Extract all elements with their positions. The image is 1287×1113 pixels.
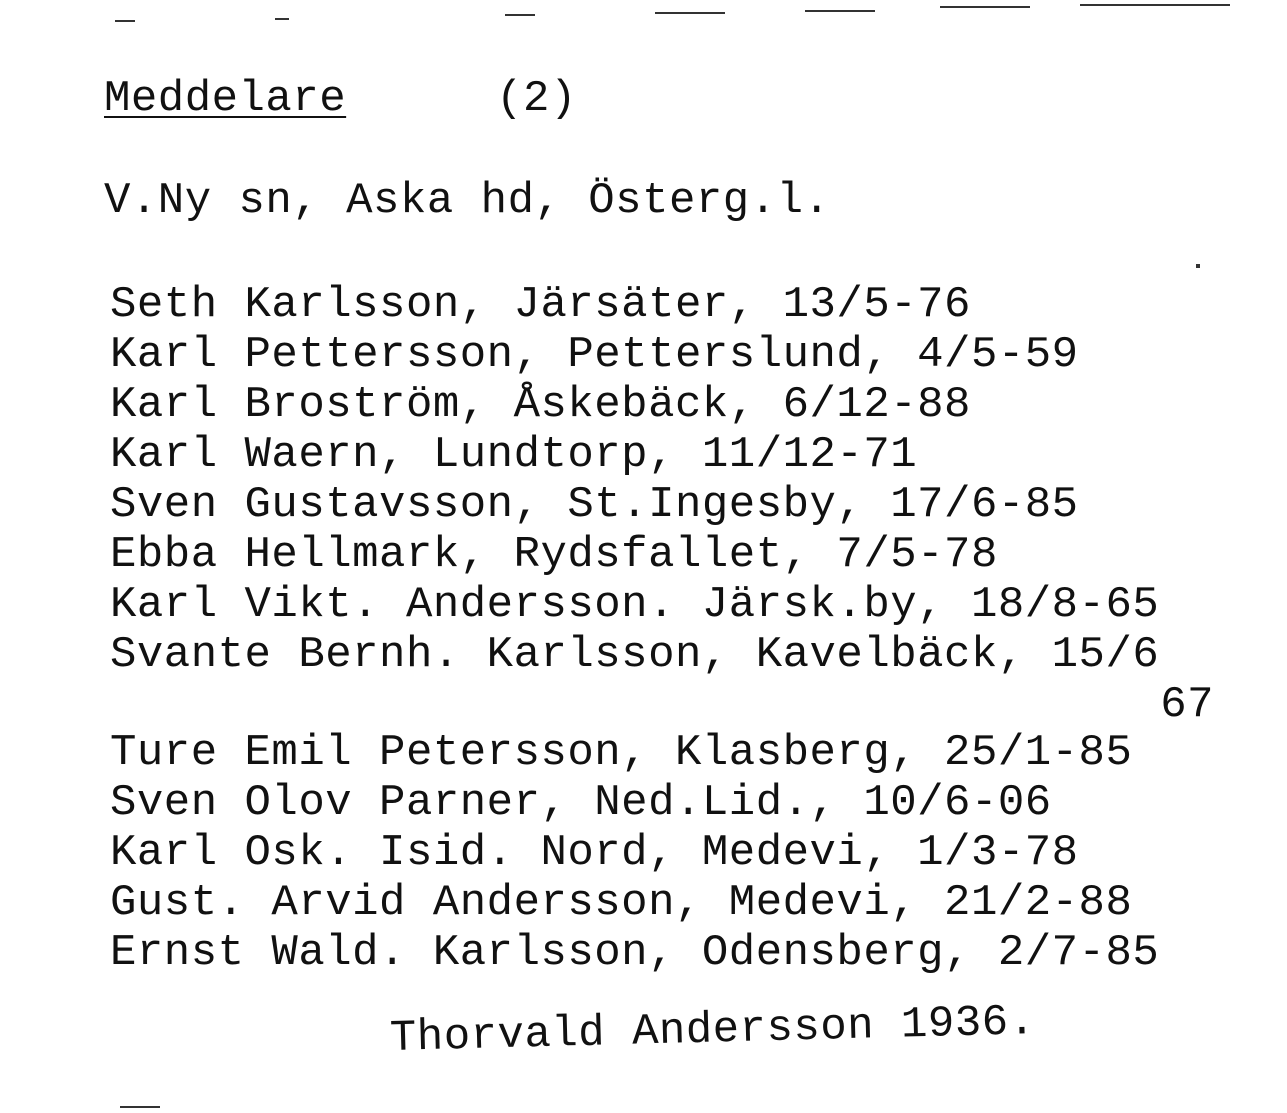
informant-entry: Karl Broström, Åskebäck, 6/12-88 bbox=[110, 380, 971, 430]
informant-entry: Seth Karlsson, Järsäter, 13/5-76 bbox=[110, 280, 971, 330]
informant-entry-continuation: 67 bbox=[1160, 680, 1214, 730]
place-line: V.Ny sn, Aska hd, Österg.l. bbox=[104, 176, 831, 226]
informant-entry: Ebba Hellmark, Rydsfallet, 7/5-78 bbox=[110, 530, 998, 580]
collector-signature: Thorvald Andersson 1936. bbox=[389, 997, 1037, 1064]
heading-number: (2) bbox=[496, 74, 577, 124]
informant-entry: Sven Gustavsson, St.Ingesby, 17/6-85 bbox=[110, 480, 1079, 530]
informant-entry: Gust. Arvid Andersson, Medevi, 21/2-88 bbox=[110, 878, 1133, 928]
informant-entry: Karl Waern, Lundtorp, 11/12-71 bbox=[110, 430, 918, 480]
informant-entry: Sven Olov Parner, Ned.Lid., 10/6-06 bbox=[110, 778, 1052, 828]
heading-title: Meddelare bbox=[104, 74, 347, 124]
card-heading bbox=[104, 74, 577, 124]
informant-entry: Karl Osk. Isid. Nord, Medevi, 1/3-78 bbox=[110, 828, 1079, 878]
informant-list bbox=[110, 280, 1280, 978]
informant-entry: Svante Bernh. Karlsson, Kavelbäck, 15/6 bbox=[110, 630, 1160, 680]
informant-entry: Karl Vikt. Andersson. Järsk.by, 18/8-65 bbox=[110, 580, 1160, 630]
informant-entry: Ture Emil Petersson, Klasberg, 25/1-85 bbox=[110, 728, 1133, 778]
informant-entry: Karl Pettersson, Petterslund, 4/5-59 bbox=[110, 330, 1079, 380]
informant-entry: Ernst Wald. Karlsson, Odensberg, 2/7-85 bbox=[110, 928, 1160, 978]
